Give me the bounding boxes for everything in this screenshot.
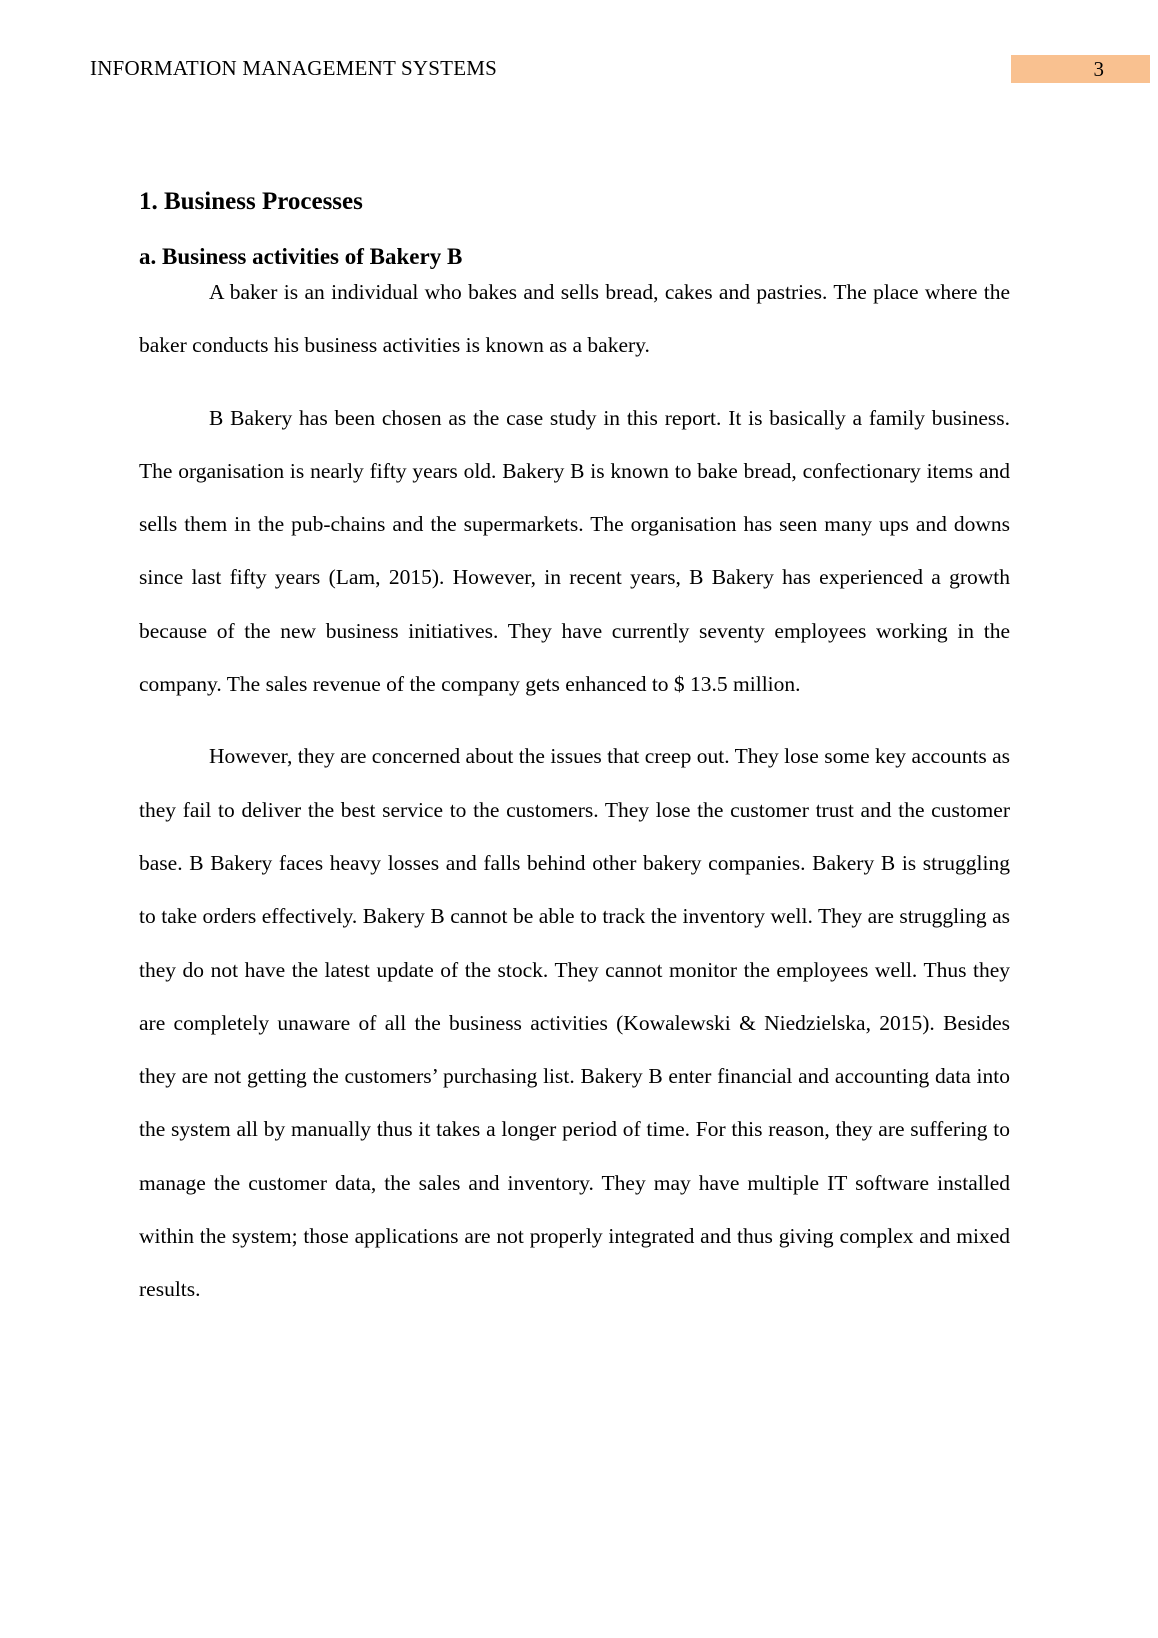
section-heading: 1. Business Processes	[139, 188, 363, 215]
subsection-heading: a. Business activities of Bakery B	[139, 244, 463, 269]
paragraph-issues: However, they are concerned about the issues that creep out. They lose some key accounts as they fail to deliver the best service to the customers. They lose the customer trust and the customer base. B Bakery faces heavy losses and falls behind other bakery companies. Bakery B is struggling to take orders effectively. Bakery B cannot be able to track the inventory well. They are struggling as they do not have the latest update of the stock. They cannot monitor the employees well. Thus they are completely unaware of all the business activities (Kowalewski & Niedzielska, 2015). Besides they are not getting the customers’ purchasing list. Bakery B enter financial and accounting data into the system all by manually thus it takes a longer period of time. For this reason, they are suffering to manage the customer data, the sales and inventory. They may have multiple IT software installed within the system; those applications are not properly integrated and thus giving complex and mixed results.	[139, 744, 1010, 1302]
paragraph-baker-definition: A baker is an individual who bakes and sells bread, cakes and pastries. The place where the baker conducts his business activities is known as a bakery.	[139, 280, 1010, 358]
page-number: 3	[1011, 55, 1150, 83]
page-body	[139, 180, 1010, 1317]
running-head: INFORMATION MANAGEMENT SYSTEMS	[90, 56, 497, 80]
paragraph-case-study: B Bakery has been chosen as the case study in this report. It is basically a family business. The organisation is nearly fifty years old. Bakery B is known to bake bread, confectionary items and sells them in the pub-chains and the supermarkets. The organisation has seen many ups and downs since last fifty years (Lam, 2015). However, in recent years, B Bakery has experienced a growth because of the new business initiatives. They have currently seventy employees working in the company. The sales revenue of the company gets enhanced to $ 13.5 million.	[139, 405, 1010, 697]
